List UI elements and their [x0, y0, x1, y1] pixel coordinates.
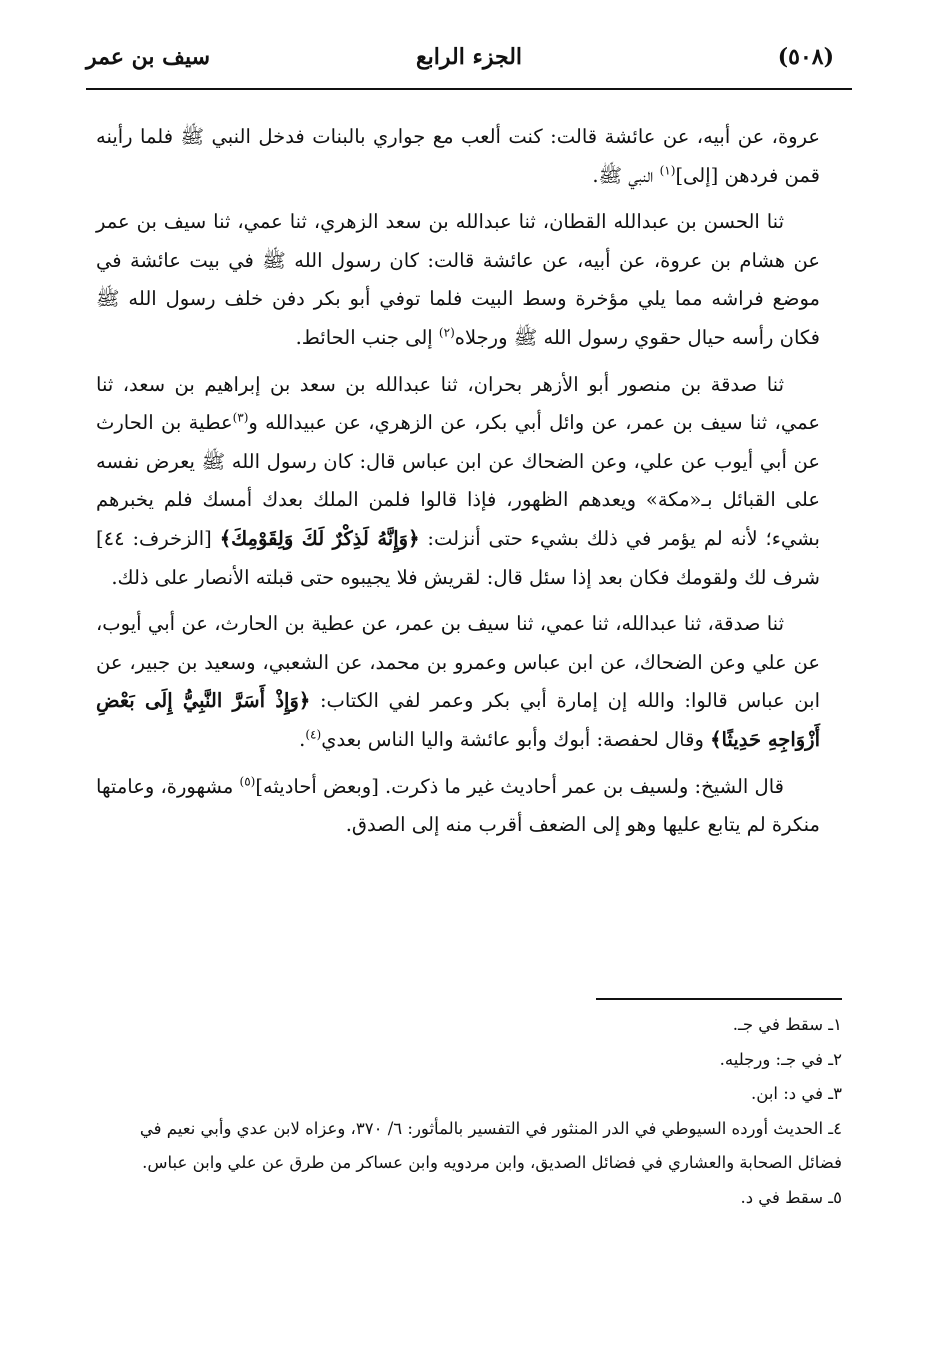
paragraph — [96, 203, 820, 357]
paragraph — [96, 118, 820, 195]
footnote — [96, 1008, 842, 1043]
footnote-label: ١ـ — [828, 1015, 842, 1034]
footnote-label: ٢ـ — [828, 1049, 842, 1069]
paragraph — [96, 366, 820, 598]
footnote-text: سقط في د. — [740, 1187, 829, 1207]
footnote-label: ٤ـ — [828, 1118, 842, 1138]
footnote-text: في د: ابن. — [751, 1084, 829, 1103]
quran-verse: ﴿وَإِنَّهُ لَذِكْرٌ لَكَ وَلِقَوْمِكَ﴾ — [219, 526, 420, 550]
text-run: ثنا صدقة، ثنا عبدالله، ثنا عمي، ثنا سيف بن عمر، عن عطية بن الحارث، عن أبي أيوب، عن علي وعن الضحاك، عن ابن عباس وعمرو بن محمد، عن الشعبي، وسعيد بن جبير، عن ابن عباس قالوا: والله إن إمارة أبي بكر وعمر لفي الكتاب: — [96, 612, 821, 713]
chapter-title: سيف بن عمر — [86, 44, 211, 70]
footnotes — [96, 1008, 842, 1215]
text-run: عطية بن الحارث عن أبي أيوب عن علي، وعن الضحاك عن ابن عباس قال: كان رسول الله ﷺ يعرض نفسه على القبائل بـ«مكة» ويعدهم الظهور، فإذا قالوا فلمن الملك بعدك أمسك فلم يخبرهم بشيء؛ لأنه لم يؤمر في ذلك بشيء حتى أنزلت: — [96, 411, 820, 550]
footnote — [96, 1112, 842, 1181]
text-run: مشهورة، وعامتها منكرة لم يتابع عليها وهو إلى الضعف أقرب منه إلى الصدق. — [96, 774, 820, 837]
footnote-ref: (١) — [659, 163, 676, 178]
footnote-ref: (٢) — [438, 325, 455, 340]
footnote-text: سقط في جـ. — [732, 1015, 829, 1034]
main-text — [96, 118, 820, 853]
text-run: قال الشيخ: ولسيف بن عمر أحاديث غير ما ذكرت. [وبعض أحاديثه] — [255, 774, 784, 798]
quran-verse: ﴿وَإِذْ أَسَرَّ النَّبِيُّ إِلَى بَعْضِ أَزْوَاجِهِ حَدِيثًا﴾ — [96, 689, 820, 751]
footnote-divider — [596, 998, 842, 1000]
text-run: النبي ﷺ. — [592, 163, 660, 187]
page-number: (٥٠٨) — [777, 44, 834, 70]
footnote-text: في جـ: ورجليه. — [719, 1049, 829, 1069]
text-run: . — [299, 727, 306, 751]
footnote — [96, 1181, 842, 1216]
footnote-ref: (٣) — [232, 410, 249, 425]
text-run: ثنا صدقة بن منصور أبو الأزهر بحران، ثنا عبدالله بن سعد بن إبراهيم بن سعد، ثنا عمي، ثنا سيف بن عمر، عن وائل أبي بكر، عن الزهري، عن عبيدالله و — [96, 372, 820, 435]
part-title: الجزء الرابع — [415, 44, 523, 70]
text-run: ثنا الحسن بن عبدالله القطان، ثنا عبدالله بن سعد الزهري، ثنا عمي، ثنا سيف بن عمر عن هشام بن عروة، عن أبيه، عن عائشة قالت: كان رسول الله ﷺ في بيت عائشة في موضع فراشه مما يلي مؤخرة وسط البيت فلما توفي أبو بكر دفن خلف رسول الله ﷺ فكان رأسه حيال حقوي رسول الله ﷺ ورجلاه — [96, 210, 820, 349]
footnote — [96, 1077, 842, 1112]
page-header — [86, 36, 852, 90]
footnote-label: ٥ـ — [828, 1187, 842, 1207]
footnote — [96, 1043, 842, 1078]
footnote-label: ٣ـ — [828, 1084, 842, 1103]
text-run: إلى جنب الحائط. — [295, 325, 439, 349]
footnote-text: الحديث أورده السيوطي في الدر المنثور في التفسير بالمأثور: ٦/ ٣٧٠، وعزاه لابن عدي وأبي نعيم في فضائل الصحابة والعشاري في فضائل الصديق، وابن مردويه وابن عساكر من طرق عن علي وابن عباس. — [139, 1118, 842, 1172]
footnote-ref: (٤) — [305, 727, 322, 742]
text-run: عروة، عن أبيه، عن عائشة قالت: كنت ألعب مع جواري بالبنات فدخل النبي ﷺ فلما رأينه قمن فردهن [إلى] — [96, 125, 820, 187]
paragraph — [96, 605, 820, 759]
text-run: وقال لحفصة: أبوك وأبو عائشة واليا الناس بعدي — [321, 727, 711, 751]
footnote-ref: (٥) — [239, 774, 256, 788]
paragraph — [96, 768, 820, 845]
text-run: [الزخرف: ٤٤] شرف لك ولقومك فكان بعد إذا سئل قال: لقريش فلا يجيبوه حتى قبلته الأنصار على ذلك. — [96, 526, 820, 589]
